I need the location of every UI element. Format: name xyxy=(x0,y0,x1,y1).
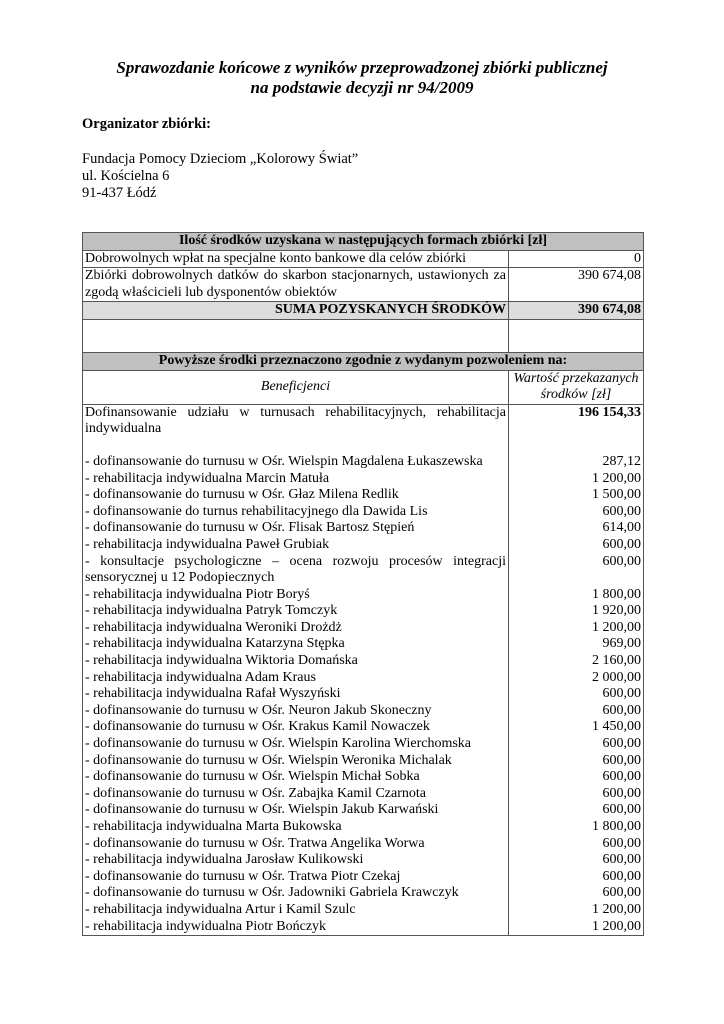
beneficiary-label: - dofinansowanie do turnusu w Ośr. Wielspin Michał Sobka xyxy=(83,769,509,786)
beneficiary-label: - dofinansowanie do turnusu w Ośr. Neuron Jakub Skoneczny xyxy=(83,703,509,720)
beneficiary-row xyxy=(83,504,644,521)
col-beneficiaries: Beneficjenci xyxy=(83,370,509,404)
sum-value: 390 674,08 xyxy=(509,302,644,320)
beneficiary-value: 600,00 xyxy=(509,703,644,720)
beneficiary-value: 600,00 xyxy=(509,537,644,554)
document-title xyxy=(0,58,724,98)
beneficiary-row xyxy=(83,520,644,537)
beneficiary-row xyxy=(83,786,644,803)
beneficiary-row xyxy=(83,885,644,902)
income-header: Ilość środków uzyskana w następujących formach zbiórki [zł] xyxy=(83,233,644,251)
beneficiary-label: - konsultacje psychologiczne – ocena rozwoju procesów integracji sensorycznej u 12 Podopiecznych xyxy=(83,554,509,587)
group-value: 196 154,33 xyxy=(509,404,644,438)
beneficiary-label: - rehabilitacja indywidualna Patryk Tomczyk xyxy=(83,603,509,620)
beneficiary-value: 600,00 xyxy=(509,554,644,587)
beneficiary-row xyxy=(83,454,644,471)
beneficiary-value: 2 000,00 xyxy=(509,670,644,687)
beneficiary-label: - dofinansowanie do turnus rehabilitacyjnego dla Dawida Lis xyxy=(83,504,509,521)
income-value: 0 xyxy=(509,250,644,268)
beneficiary-value: 600,00 xyxy=(509,769,644,786)
empty-row xyxy=(83,319,644,352)
beneficiary-value: 600,00 xyxy=(509,885,644,902)
beneficiary-row xyxy=(83,603,644,620)
beneficiary-value: 600,00 xyxy=(509,869,644,886)
beneficiary-value: 614,00 xyxy=(509,520,644,537)
col-value: Wartość przekazanych środków [zł] xyxy=(509,370,644,404)
beneficiary-value: 1 800,00 xyxy=(509,587,644,604)
column-header-row xyxy=(83,370,644,404)
title-line-2: na podstawie decyzji nr 94/2009 xyxy=(250,78,474,97)
beneficiary-row xyxy=(83,703,644,720)
report-table xyxy=(82,232,644,936)
beneficiary-value: 1 200,00 xyxy=(509,919,644,936)
beneficiary-row xyxy=(83,537,644,554)
beneficiary-row xyxy=(83,587,644,604)
beneficiary-row xyxy=(83,719,644,736)
beneficiary-row xyxy=(83,836,644,853)
beneficiary-row xyxy=(83,902,644,919)
beneficiary-label: - rehabilitacja indywidualna Jarosław Kulikowski xyxy=(83,852,509,869)
group-row xyxy=(83,404,644,438)
spending-header: Powyższe środki przeznaczono zgodnie z wydanym pozwoleniem na: xyxy=(83,352,644,370)
income-row xyxy=(83,268,644,302)
beneficiary-label: - dofinansowanie do turnusu w Ośr. Flisak Bartosz Stępień xyxy=(83,520,509,537)
beneficiary-row xyxy=(83,919,644,936)
beneficiary-row xyxy=(83,753,644,770)
beneficiary-row xyxy=(83,769,644,786)
beneficiary-value: 600,00 xyxy=(509,786,644,803)
beneficiary-label: - dofinansowanie do turnusu w Ośr. Wielspin Karolina Wierchomska xyxy=(83,736,509,753)
beneficiary-row xyxy=(83,636,644,653)
beneficiary-value: 1 920,00 xyxy=(509,603,644,620)
beneficiary-row xyxy=(83,736,644,753)
beneficiary-label: - rehabilitacja indywidualna Adam Kraus xyxy=(83,670,509,687)
beneficiary-value: 1 500,00 xyxy=(509,487,644,504)
organizer-name: Fundacja Pomocy Dzieciom „Kolorowy Świat” xyxy=(82,151,359,167)
beneficiary-value: 2 160,00 xyxy=(509,653,644,670)
title-line-1: Sprawozdanie końcowe z wyników przeprowadzonej zbiórki publicznej xyxy=(116,58,608,77)
beneficiary-label: - rehabilitacja indywidualna Paweł Grubiak xyxy=(83,537,509,554)
beneficiary-row xyxy=(83,554,644,587)
beneficiary-label: - dofinansowanie do turnusu w Ośr. Wielspin Weronika Michalak xyxy=(83,753,509,770)
beneficiary-row xyxy=(83,620,644,637)
beneficiary-value: 969,00 xyxy=(509,636,644,653)
beneficiary-label: - dofinansowanie do turnusu w Ośr. Jadowniki Gabriela Krawczyk xyxy=(83,885,509,902)
beneficiary-label: - dofinansowanie do turnusu w Ośr. Zabajka Kamil Czarnota xyxy=(83,786,509,803)
beneficiary-label: - rehabilitacja indywidualna Artur i Kamil Szulc xyxy=(83,902,509,919)
beneficiary-label: - rehabilitacja indywidualna Wiktoria Domańska xyxy=(83,653,509,670)
beneficiary-value: 1 450,00 xyxy=(509,719,644,736)
beneficiary-value: 287,12 xyxy=(509,454,644,471)
beneficiary-value: 1 200,00 xyxy=(509,620,644,637)
beneficiary-label: - rehabilitacja indywidualna Weroniki Drożdż xyxy=(83,620,509,637)
beneficiary-row xyxy=(83,487,644,504)
beneficiary-label: - dofinansowanie do turnusu w Ośr. Wielspin Jakub Karwański xyxy=(83,802,509,819)
beneficiary-row xyxy=(83,686,644,703)
beneficiary-label: - rehabilitacja indywidualna Piotr Boryś xyxy=(83,587,509,604)
beneficiary-row xyxy=(83,852,644,869)
spacer-row xyxy=(83,438,644,454)
beneficiary-label: - rehabilitacja indywidualna Katarzyna Stępka xyxy=(83,636,509,653)
organizer-label: Organizator zbiórki: xyxy=(82,116,212,132)
organizer-street: ul. Kościelna 6 xyxy=(82,168,170,184)
spending-header-row xyxy=(83,352,644,370)
sum-row xyxy=(83,302,644,320)
income-header-row xyxy=(83,233,644,251)
beneficiary-label: - dofinansowanie do turnusu w Ośr. Tratwa Piotr Czekaj xyxy=(83,869,509,886)
income-row xyxy=(83,250,644,268)
beneficiary-value: 1 200,00 xyxy=(509,471,644,488)
beneficiary-row xyxy=(83,802,644,819)
organizer-city: 91-437 Łódź xyxy=(82,185,157,201)
sum-label: SUMA POZYSKANYCH ŚRODKÓW xyxy=(83,302,509,320)
beneficiary-value: 600,00 xyxy=(509,852,644,869)
beneficiary-value: 1 200,00 xyxy=(509,902,644,919)
beneficiary-row xyxy=(83,869,644,886)
beneficiary-value: 600,00 xyxy=(509,736,644,753)
beneficiary-label: - dofinansowanie do turnusu w Ośr. Krakus Kamil Nowaczek xyxy=(83,719,509,736)
beneficiary-row xyxy=(83,670,644,687)
beneficiary-value: 600,00 xyxy=(509,836,644,853)
beneficiary-row xyxy=(83,471,644,488)
beneficiary-value: 600,00 xyxy=(509,686,644,703)
beneficiary-row xyxy=(83,819,644,836)
beneficiary-label: - dofinansowanie do turnusu w Ośr. Głaz Milena Redlik xyxy=(83,487,509,504)
beneficiary-label: - rehabilitacja indywidualna Marta Bukowska xyxy=(83,819,509,836)
beneficiary-row xyxy=(83,653,644,670)
beneficiary-value: 600,00 xyxy=(509,802,644,819)
beneficiary-value: 600,00 xyxy=(509,753,644,770)
beneficiary-label: - dofinansowanie do turnusu w Ośr. Wielspin Magdalena Łukaszewska xyxy=(83,454,509,471)
income-label: Zbiórki dobrowolnych datków do skarbon stacjonarnych, ustawionych za zgodą właścicieli lub dysponentów obiektów xyxy=(83,268,509,302)
beneficiary-label: - rehabilitacja indywidualna Rafał Wyszyński xyxy=(83,686,509,703)
beneficiary-value: 1 800,00 xyxy=(509,819,644,836)
income-label: Dobrowolnych wpłat na specjalne konto bankowe dla celów zbiórki xyxy=(83,250,509,268)
beneficiary-label: - rehabilitacja indywidualna Piotr Bończyk xyxy=(83,919,509,936)
income-value: 390 674,08 xyxy=(509,268,644,302)
beneficiary-label: - dofinansowanie do turnusu w Ośr. Tratwa Angelika Worwa xyxy=(83,836,509,853)
beneficiary-value: 600,00 xyxy=(509,504,644,521)
group-label: Dofinansowanie udziału w turnusach rehabilitacyjnych, rehabilitacja indywidualna xyxy=(83,404,509,438)
organizer-address xyxy=(82,151,358,202)
beneficiary-label: - rehabilitacja indywidualna Marcin Matuła xyxy=(83,471,509,488)
